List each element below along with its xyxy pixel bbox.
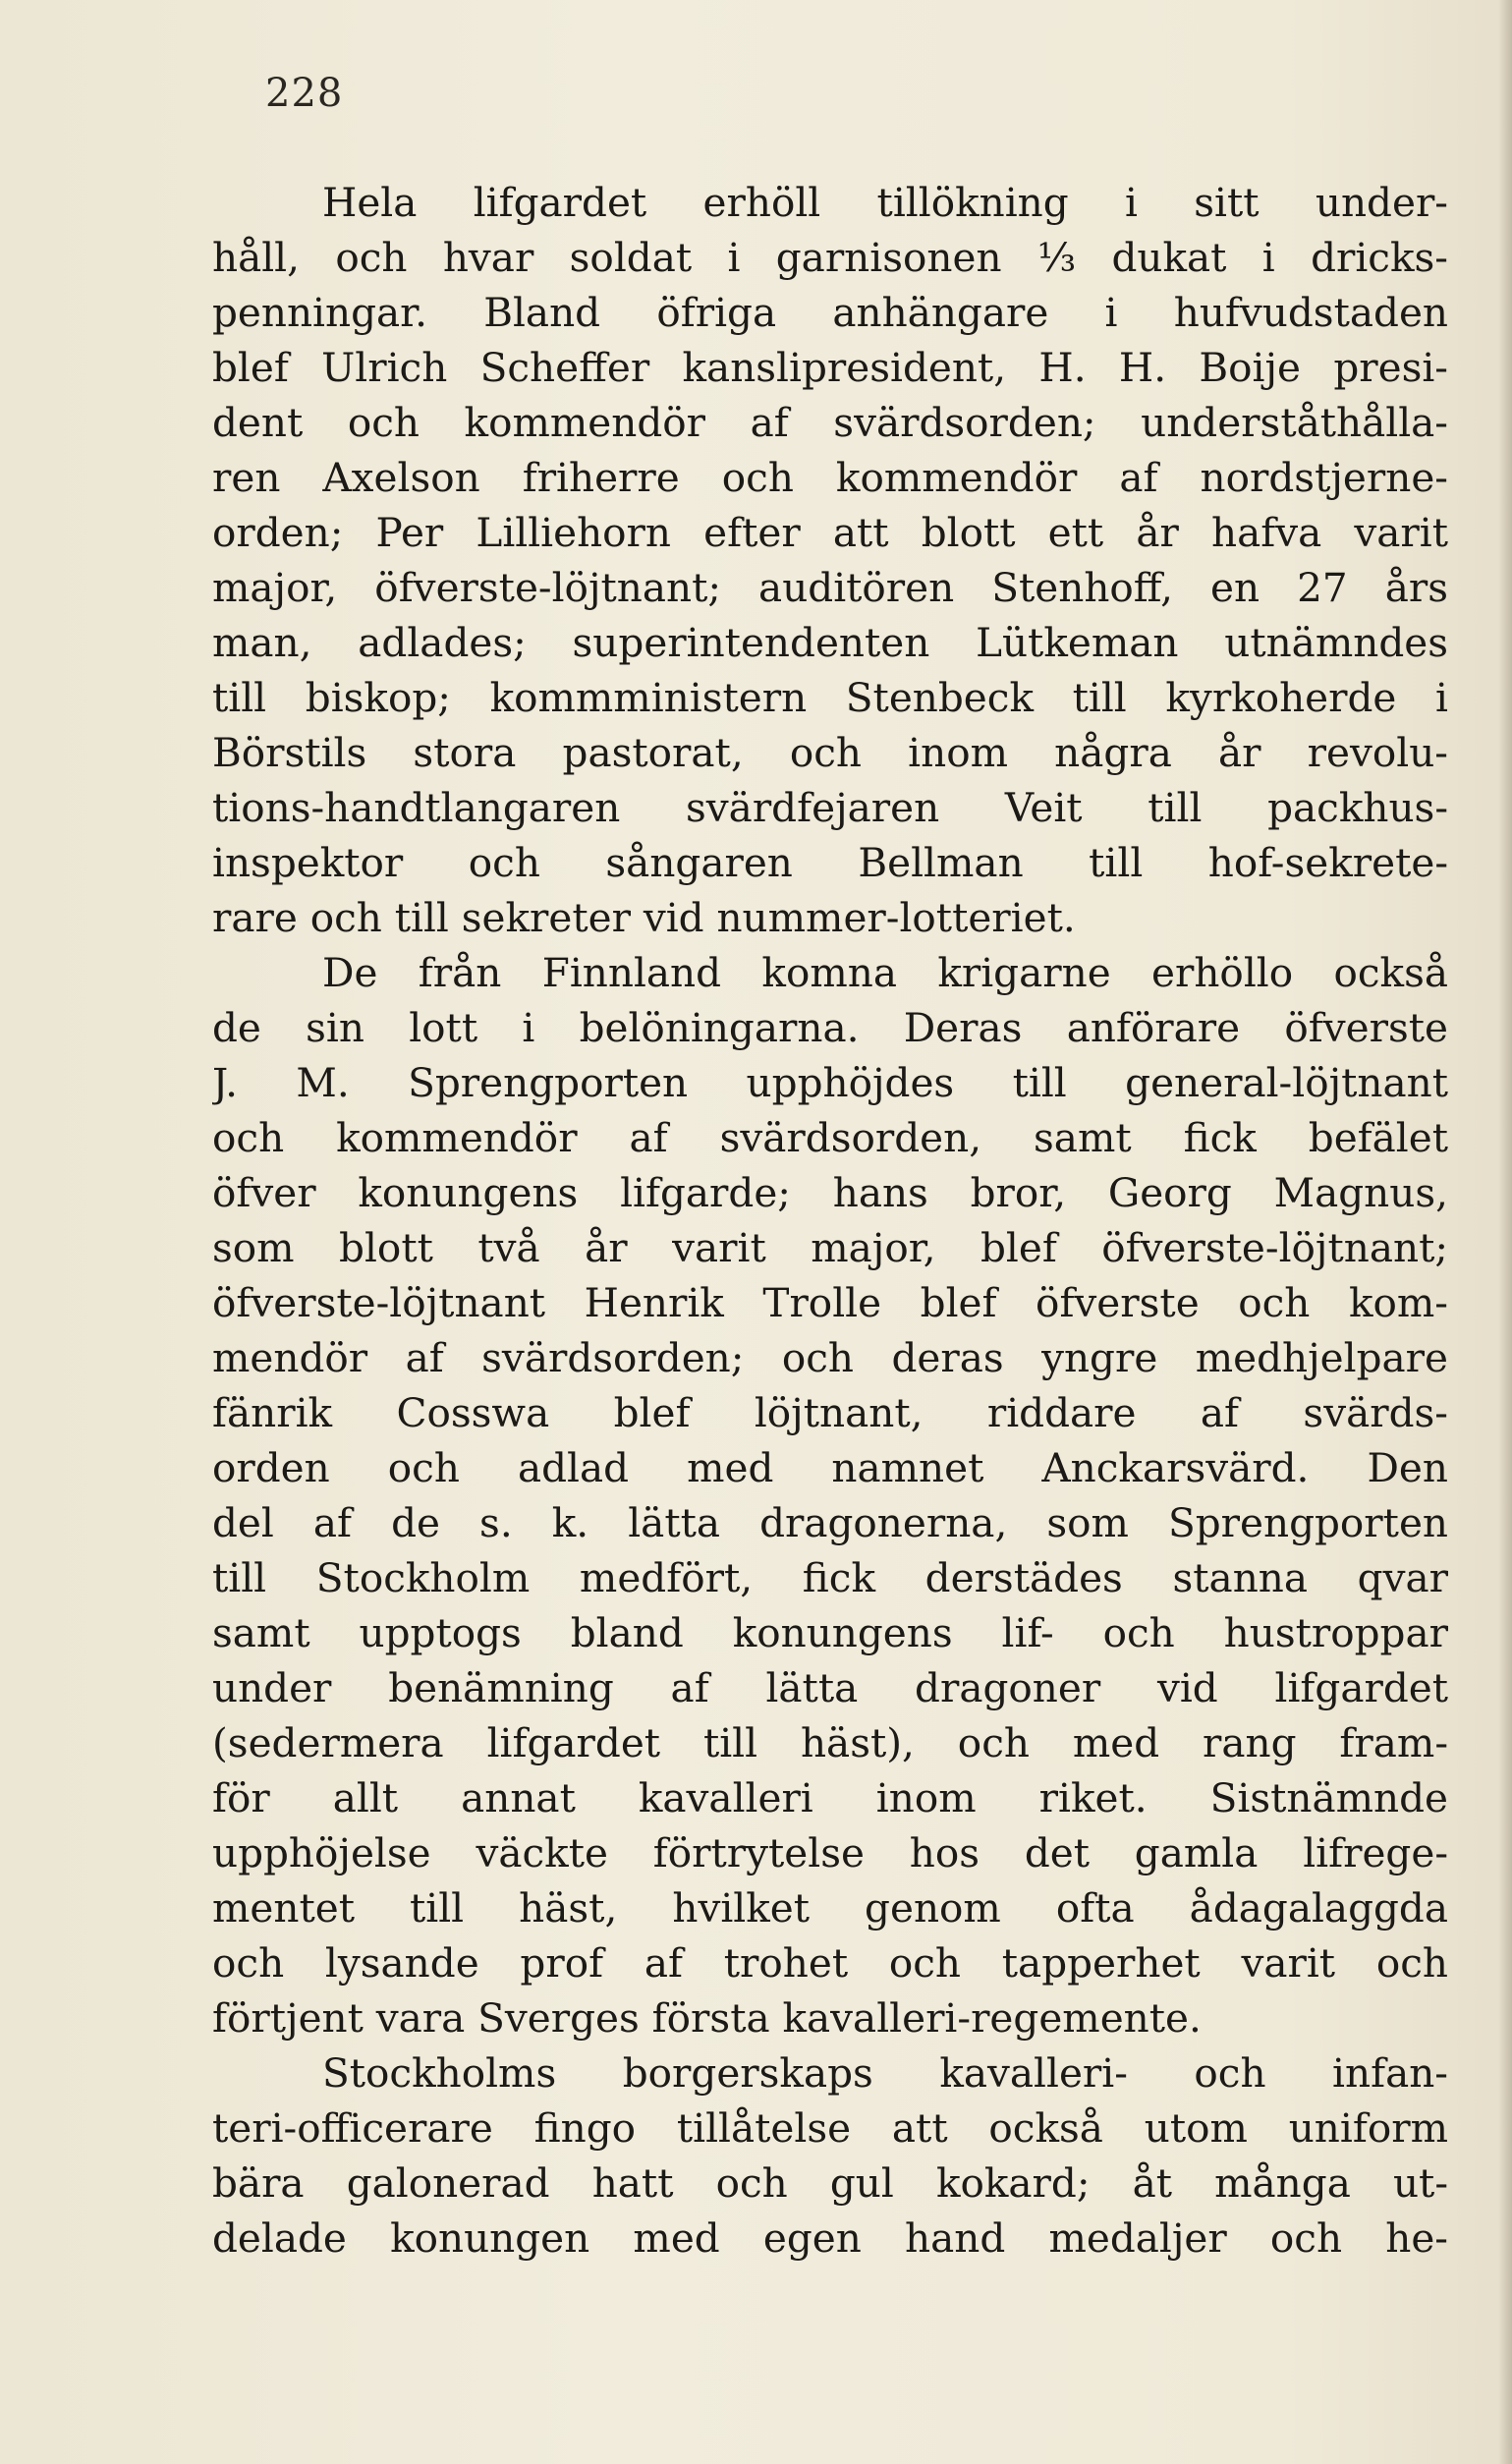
text-line: De från Finnland komna krigarne erhöllo också	[322, 949, 1448, 996]
text-line: de sin lott i belöningarna. Deras anförare öfverste	[212, 1004, 1448, 1051]
text-line: till biskop; kommministern Stenbeck till kyrkoherde i	[212, 674, 1448, 721]
text-line: öfver konungens lifgarde; hans bror, Georg Magnus,	[212, 1169, 1448, 1216]
body-text	[212, 175, 1448, 2266]
text-line: J. M. Sprengporten upphöjdes till general-löjtnant	[212, 1059, 1448, 1106]
text-line: och kommendör af svärdsorden, samt fick befälet	[212, 1114, 1448, 1161]
text-line: tions-handtlangaren svärdfejaren Veit till packhus-	[212, 784, 1448, 831]
text-line: dent och kommendör af svärdsorden; underståthålla-	[212, 399, 1448, 446]
text-line: förtjent vara Sverges första kavalleri-regemente.	[212, 1994, 1202, 2042]
text-line: inspektor och sångaren Bellman till hof-sekrete-	[212, 839, 1448, 886]
text-line: håll, och hvar soldat i garnisonen ⅓ dukat i dricks-	[212, 234, 1448, 281]
page-edge-shadow	[1498, 0, 1512, 2464]
text-line: penningar. Bland öfriga anhängare i hufvudstaden	[212, 289, 1448, 336]
text-line: till Stockholm medfört, fick derstädes stanna qvar	[212, 1554, 1448, 1601]
text-line: upphöjelse väckte förtrytelse hos det gamla lifrege-	[212, 1829, 1448, 1876]
text-line: under benämning af lätta dragoner vid lifgardet	[212, 1664, 1448, 1711]
text-line: del af de s. k. lätta dragonerna, som Sprengporten	[212, 1499, 1448, 1546]
text-line: Hela lifgardet erhöll tillökning i sitt under-	[322, 179, 1448, 226]
text-line: blef Ulrich Scheffer kanslipresident, H. H. Boije presi-	[212, 344, 1448, 391]
text-line: öfverste-löjtnant Henrik Trolle blef öfverste och kom-	[212, 1279, 1448, 1326]
text-line: (sedermera lifgardet till häst), och med rang fram-	[212, 1719, 1448, 1766]
text-line: ren Axelson friherre och kommendör af nordstjerne-	[212, 454, 1448, 501]
text-line: teri-officerare fingo tillåtelse att också utom uniform	[212, 2104, 1448, 2152]
text-line: orden och adlad med namnet Anckarsvärd. Den	[212, 1444, 1448, 1491]
text-line: major, öfverste-löjtnant; auditören Stenhoff, en 27 års	[212, 564, 1448, 611]
text-line: mendör af svärdsorden; och deras yngre medhjelpare	[212, 1334, 1448, 1381]
text-line: bära galonerad hatt och gul kokard; åt många ut-	[212, 2159, 1448, 2207]
text-line: delade konungen med egen hand medaljer och he-	[212, 2214, 1448, 2262]
text-line: man, adlades; superintendenten Lütkeman utnämndes	[212, 619, 1448, 666]
text-line: mentet till häst, hvilket genom ofta ådagalaggda	[212, 1884, 1448, 1932]
text-line: för allt annat kavalleri inom riket. Sistnämnde	[212, 1774, 1448, 1821]
text-line: orden; Per Lilliehorn efter att blott ett år hafva varit	[212, 509, 1448, 556]
text-line: rare och till sekreter vid nummer-lotteriet.	[212, 894, 1076, 941]
text-line: samt upptogs bland konungens lif- och hustroppar	[212, 1609, 1448, 1656]
text-line: Stockholms borgerskaps kavalleri- och infan-	[322, 2049, 1448, 2097]
page-number: 228	[265, 71, 344, 116]
text-line: och lysande prof af trohet och tapperhet varit och	[212, 1939, 1448, 1987]
text-line: Börstils stora pastorat, och inom några år revolu-	[212, 729, 1448, 776]
text-line: som blott två år varit major, blef öfverste-löjtnant;	[212, 1224, 1448, 1271]
text-line: fänrik Cosswa blef löjtnant, riddare af svärds-	[212, 1389, 1448, 1436]
